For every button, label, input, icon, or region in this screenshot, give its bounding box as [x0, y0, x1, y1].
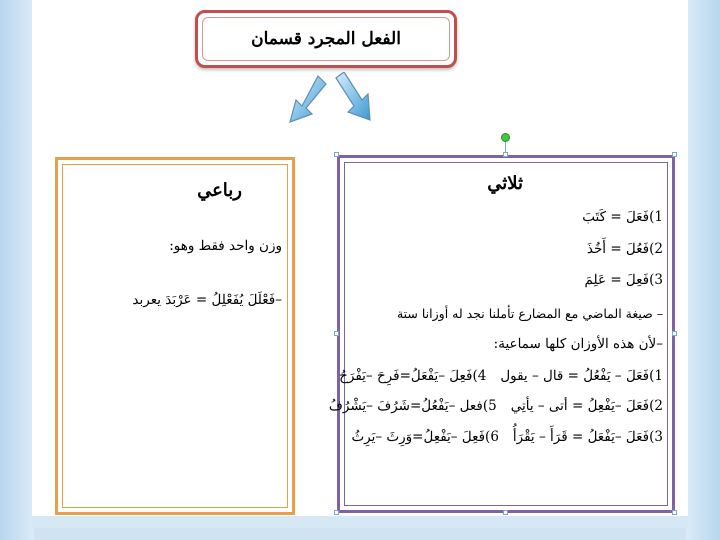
quadrilateral-line-2: –فَعْلَلَ يُفَعْلِلُ = عَرْبَدَ يعربد [132, 292, 282, 308]
verb-pattern-row-3 [351, 429, 663, 445]
verb-pattern-5: 5)فعل –يَفْعُلُ=شَرُفَ –يَشْرُفُ [328, 398, 497, 414]
triliteral-content [328, 0, 663, 540]
triliteral-line-2: 2)فَعُلَ = أَخُذَ [586, 241, 663, 257]
triliteral-heading: ثلاثي [487, 173, 523, 194]
quadrilateral-heading: رباعي [197, 180, 242, 201]
resize-handle-middle-right[interactable] [672, 331, 677, 336]
verb-pattern-1: 1)فَعَلَ – يَفْعُلُ = قال – يقول [500, 368, 663, 384]
resize-handle-top-left[interactable] [334, 152, 339, 157]
triliteral-line-5: –لأن هذه الأوزان كلها سماعية: [493, 336, 663, 352]
background-right [686, 0, 720, 540]
resize-handle-middle-left[interactable] [334, 331, 339, 336]
resize-handle-bottom-left[interactable] [334, 510, 339, 515]
verb-pattern-2: 2)فَعَلَ –يَفْعِلُ = أتى – يأتِي [510, 398, 663, 414]
verb-pattern-3: 3)فَعَلَ –يَفْعَلُ = قَرَأَ – يَقْرَأُ [512, 429, 663, 445]
verb-pattern-row-1 [339, 368, 663, 384]
triliteral-line-3: 3)فَعِلَ = عَلِمَ [584, 272, 663, 288]
verb-pattern-4: 4)فَعِلَ –يَفْعَلُ=فَرِحَ –يَفْرَحُ [339, 368, 487, 384]
triliteral-line-4: – صيغة الماضي مع المضارع تأملنا نجد له أوزانا ستة [396, 306, 663, 321]
quadrilateral-content [60, 0, 282, 540]
title-text: الفعل المجرد قسمان [202, 17, 450, 61]
verb-pattern-6: 6)فَعِلَ –يَفْعِلُ=وَرِثَ –يَرِثُ [351, 429, 499, 445]
arrow-down-left-icon [290, 76, 326, 122]
verb-pattern-row-2 [329, 398, 663, 414]
triliteral-line-1: 1)فَعَلَ = كَتَبَ [582, 209, 663, 225]
quadrilateral-line-1: وزن واحد فقط وهو: [169, 238, 282, 254]
resize-handle-top-right[interactable] [672, 152, 677, 157]
resize-handle-bottom-right[interactable] [672, 510, 677, 515]
background-left [0, 0, 34, 540]
